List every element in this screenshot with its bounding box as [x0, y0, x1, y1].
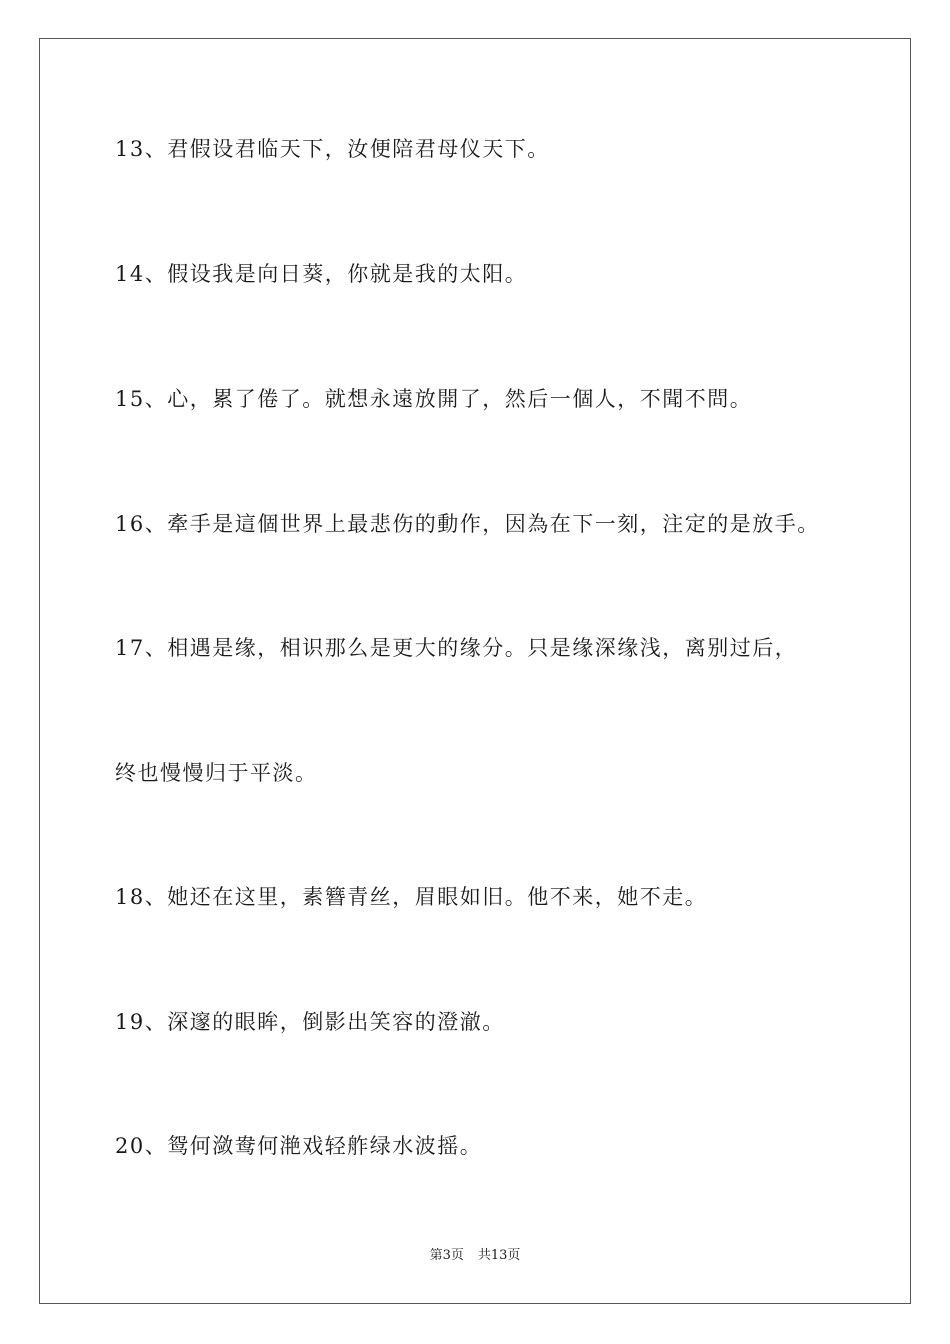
text-line-16: 16、牽手是這個世界上最悲伤的動作，因為在下一刻，注定的是放手。 — [115, 512, 820, 536]
page-border — [39, 38, 911, 1304]
text-line-13: 13、君假设君临天下，汝便陪君母仪天下。 — [115, 137, 550, 161]
text-line-18: 18、她还在这里，素簪青丝，眉眼如旧。他不来，她不走。 — [115, 885, 708, 909]
text-line-20: 20、鸳何潋鸯何滟戏轻舴绿水波摇。 — [115, 1134, 483, 1158]
text-line-15: 15、心，累了倦了。就想永遠放開了，然后一個人，不聞不問。 — [115, 387, 753, 411]
text-line-17-continued: 终也慢慢归于平淡。 — [115, 761, 318, 785]
text-line-17: 17、相遇是缘，相识那么是更大的缘分。只是缘深缘浅，离别过后， — [115, 636, 798, 660]
page-number: 第3页 — [429, 1248, 464, 1263]
page-total: 共13页 — [477, 1248, 521, 1263]
page-footer — [0, 1247, 950, 1265]
text-line-19: 19、深邃的眼眸，倒影出笑容的澄澈。 — [115, 1010, 505, 1034]
text-line-14: 14、假设我是向日葵，你就是我的太阳。 — [115, 262, 528, 286]
